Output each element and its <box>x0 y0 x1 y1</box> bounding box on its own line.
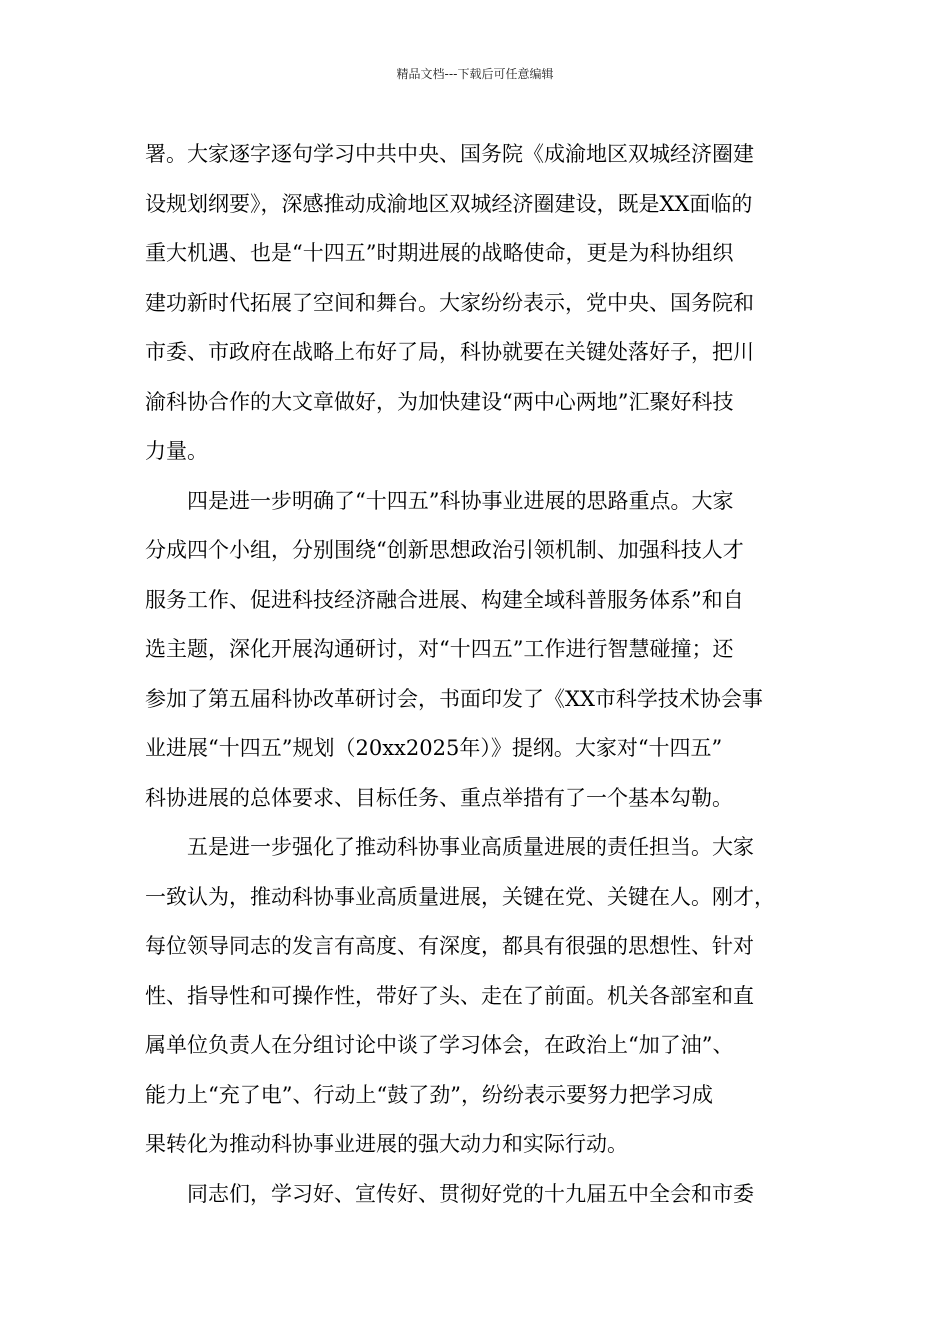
text-line: 建功新时代拓展了空间和舞台。大家纷纷表示，党中央、国务院和 <box>145 290 754 315</box>
text-line: 设规划纲要》，深感推动成渝地区双城经济圈建设，既是XX面临的 <box>145 191 753 216</box>
text-line: 参加了第五届科协改革研讨会，书面印发了《XX市科学技术协会事 <box>145 686 763 711</box>
page-header: 精品文档---下载后可任意编辑 <box>396 67 554 81</box>
text-line: 渝科协合作的大文章做好，为加快建设“两中心两地”汇聚好科技 <box>145 389 734 414</box>
text-line: 同志们，学习好、宣传好、贯彻好党的十九届五中全会和市委 <box>145 1181 754 1206</box>
text-line: 能力上“充了电”、行动上“鼓了劲”，纷纷表示要努力把学习成 <box>145 1082 713 1107</box>
text-line: 一致认为，推动科协事业高质量进展，关键在党、关键在人。刚才， <box>145 884 775 909</box>
text-line: 业进展“十四五”规划（20xx2025年）》提纲。大家对“十四五” <box>145 736 723 760</box>
text-line: 果转化为推动科协事业进展的强大动力和实际行动。 <box>145 1132 628 1156</box>
text-line: 分成四个小组，分别围绕“创新思想政治引领机制、加强科技人才 <box>145 538 744 562</box>
text-line: 服务工作、促进科技经济融合进展、构建全域科普服务体系”和自 <box>145 587 744 612</box>
document-body <box>145 130 827 1219</box>
text-line: 性、指导性和可操作性，带好了头、走在了前面。机关各部室和直 <box>145 983 754 1008</box>
text-line: 署。大家逐字逐句学习中共中央、国务院《成渝地区双城经济圈建 <box>145 142 754 166</box>
text-line: 重大机遇、也是“十四五”时期进展的战略使命，更是为科协组织 <box>145 241 734 265</box>
text-line: 力量。 <box>145 439 208 463</box>
text-line: 科协进展的总体要求、目标任务、重点举措有了一个基本勾勒。 <box>145 785 733 810</box>
text-line: 五是进一步强化了推动科协事业高质量进展的责任担当。大家 <box>145 835 754 859</box>
text-line: 四是进一步明确了“十四五”科协事业进展的思路重点。大家 <box>145 488 734 513</box>
text-line: 属单位负责人在分组讨论中谈了学习体会，在政治上“加了油”、 <box>145 1033 734 1057</box>
text-line: 每位领导同志的发言有高度、有深度，都具有很强的思想性、针对 <box>145 934 754 958</box>
text-line: 选主题，深化开展沟通研讨，对“十四五”工作进行智慧碰撞；还 <box>145 637 734 661</box>
text-line: 市委、市政府在战略上布好了局，科协就要在关键处落好子，把川 <box>145 340 754 364</box>
